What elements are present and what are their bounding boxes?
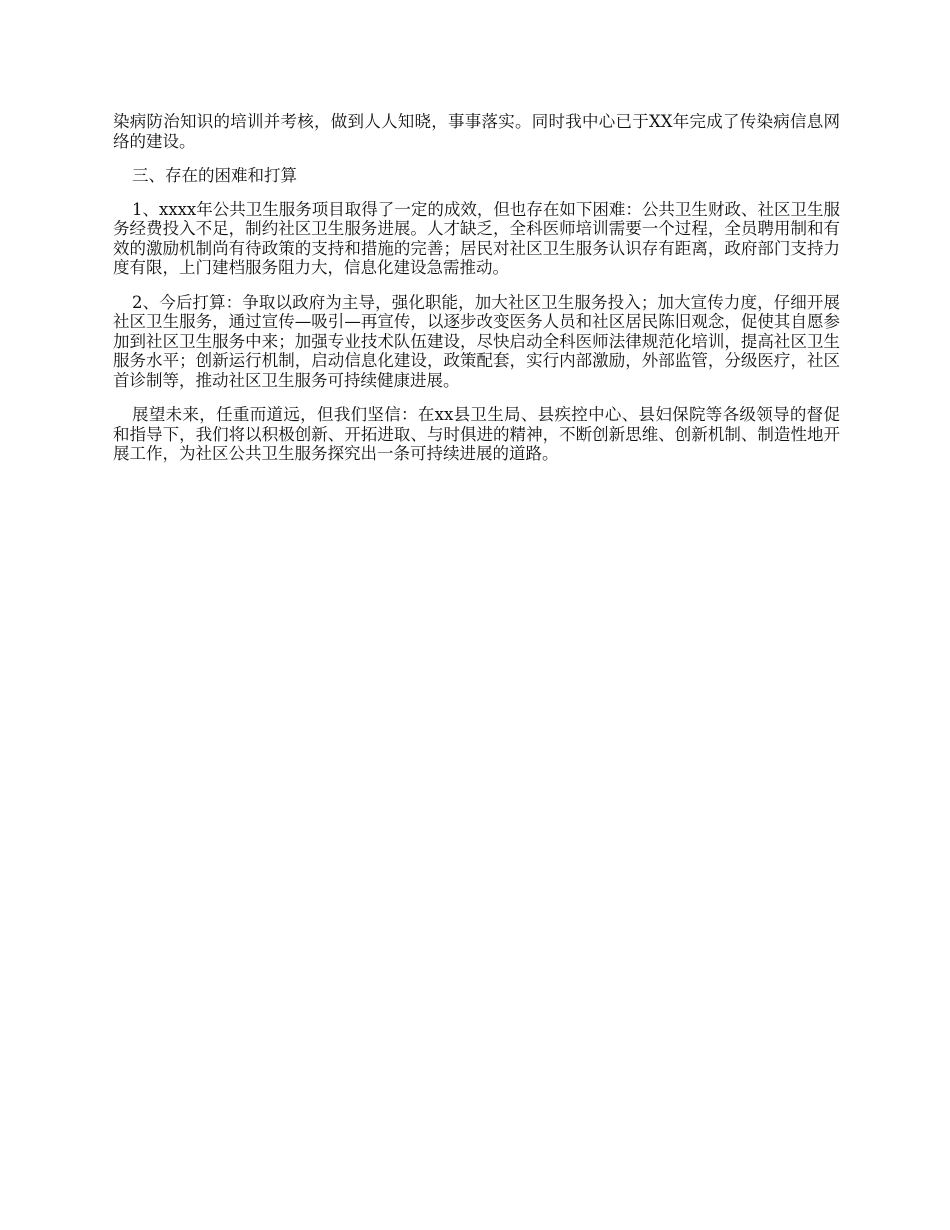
section-heading: 三、存在的困难和打算 (132, 166, 297, 185)
document-body (113, 112, 840, 479)
paragraph-continuation: 染病防治知识的培训并考核，做到人人知晓，事事落实。同时我中心已于XX年完成了传染病信息网络的建设。 (113, 112, 840, 151)
paragraph-plans: 2、今后打算：争取以政府为主导，强化职能，加大社区卫生服务投入；加大宣传力度，仔细开展社区卫生服务，通过宣传—吸引—再宣传，以逐步改变医务人员和社区居民陈旧观念，促使其自愿参加到社区卫生服务中来；加强专业技术队伍建设，尽快启动全科医师法律规范化培训，提高社区卫生服务水平；创新运行机制，启动信息化建设，政策配套，实行内部激励，外部监管，分级医疗，社区首诊制等，推动社区卫生服务可持续健康进展。 (113, 292, 840, 390)
paragraph-difficulties: 1、xxxx年公共卫生服务项目取得了一定的成效，但也存在如下困难：公共卫生财政、社区卫生服务经费投入不足，制约社区卫生服务进展。人才缺乏，全科医师培训需要一个过程，全员聘用制和有效的激励机制尚有待政策的支持和措施的完善；居民对社区卫生服务认识存有距离，政府部门支持力度有限，上门建档服务阻力大，信息化建设急需推动。 (113, 199, 840, 277)
paragraph-outlook: 展望未来，任重而道远，但我们坚信：在xx县卫生局、县疾控中心、县妇保院等各级领导的督促和指导下，我们将以积极创新、开拓进取、与时俱进的精神，不断创新思维、创新机制、制造性地开展工作，为社区公共卫生服务探究出一条可持续进展的道路。 (113, 405, 840, 463)
